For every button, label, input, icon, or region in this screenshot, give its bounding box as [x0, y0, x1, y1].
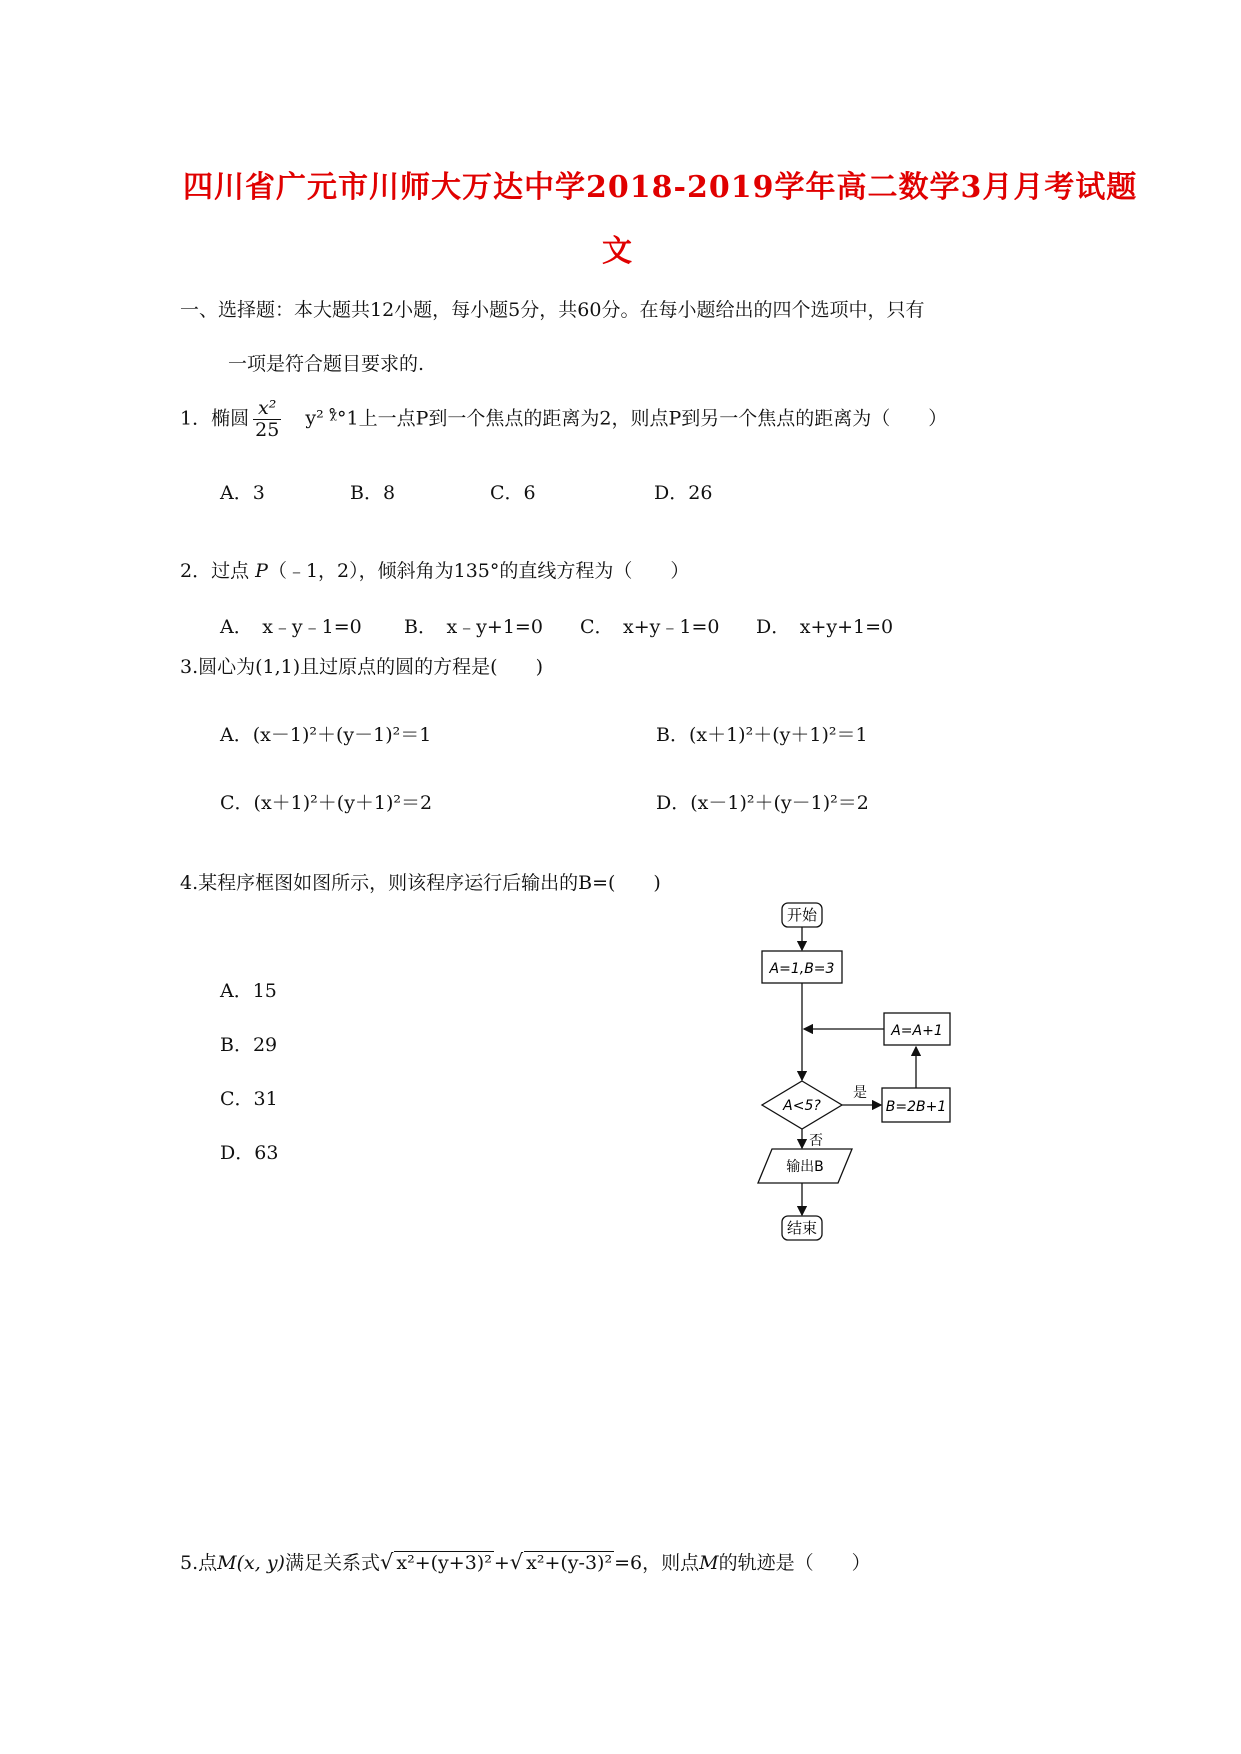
question-5 [180, 1548, 871, 1575]
q5-point: M(x, y) [217, 1552, 285, 1574]
flowchart-yes-label: 是 [853, 1085, 867, 1101]
q2-option-d: D． x+y+1=0 [756, 616, 894, 638]
q2-option-b: B． x﹣y+1=0 [404, 616, 543, 638]
flowchart-update-b-label: B=2B+1 [885, 1099, 947, 1115]
q1-frac-denominator: 25 [255, 418, 280, 441]
q5-mid: 满足关系式 [284, 1552, 380, 1574]
flowchart-condition-label: A<5? [783, 1098, 821, 1114]
q5-plus: + [493, 1552, 510, 1574]
q4-option-c: C．31 [220, 1088, 278, 1110]
question-1 [180, 398, 947, 441]
q1-option-a: A．3 [220, 482, 265, 504]
flowchart-output-label: 输出B [786, 1159, 824, 1175]
q1-text: 上一点P到一个焦点的距离为2，则点P到另一个焦点的距离为（ ） [358, 407, 948, 430]
q1-frac-numerator: x² [253, 398, 281, 420]
q1-y-squared: y² [305, 407, 324, 430]
q2-option-a: A． x﹣y﹣1=0 [220, 616, 362, 638]
page-title-continued: 文 [602, 234, 633, 269]
question-4: 4.某程序框图如图所示，则该程序运行后输出的B=( ) [180, 872, 661, 894]
q1-option-c: C．6 [490, 482, 536, 504]
q1-option-d: D．26 [654, 482, 713, 504]
section-heading-continued: 一项是符合题目要求的. [228, 353, 425, 375]
q1-number: 1． [180, 407, 212, 430]
q5-eq: =6 [614, 1552, 643, 1574]
sqrt-icon: √ [379, 1550, 394, 1574]
flowchart-end-label: 结束 [786, 1219, 818, 1237]
question-3: 3.圆心为(1,1)且过原点的圆的方程是( ) [180, 656, 543, 678]
q3-option-b: B．(x＋1)²＋(y＋1)²＝1 [656, 724, 868, 746]
q2-text-a: 过点 [211, 560, 250, 582]
flowchart [750, 895, 980, 1255]
q4-option-b: B．29 [220, 1034, 278, 1056]
question-2 [180, 556, 689, 583]
q4-option-a: A．15 [220, 980, 277, 1002]
q5-post: ，则点 [642, 1552, 700, 1574]
sqrt-icon: √ [509, 1550, 524, 1574]
q1-garbled-symbol: ᵡ̊°1 [329, 407, 359, 430]
q5-radicand-2: x²+(y-3)² [526, 1552, 613, 1574]
flowchart-init-label: A=1,B=3 [769, 961, 835, 977]
q2-point-var: P [255, 560, 268, 582]
q1-pre: 椭圆 [211, 407, 250, 430]
q2-number: 2． [180, 560, 212, 582]
q5-radicand-1: x²+(y+3)² [396, 1552, 492, 1574]
q3-option-c: C．(x＋1)²＋(y＋1)²＝2 [220, 792, 433, 814]
q1-fraction [253, 398, 281, 441]
q5-number: 5. [180, 1552, 199, 1574]
q5-m: M [699, 1552, 719, 1574]
q3-option-a: A．(x－1)²＋(y－1)²＝1 [220, 724, 432, 746]
section-heading: 一、选择题：本大题共12小题，每小题5分，共60分。在每小题给出的四个选项中，只有 [180, 299, 925, 321]
flowchart-start-label: 开始 [786, 906, 818, 924]
q2-text-b: （﹣1，2），倾斜角为135°的直线方程为（ ） [267, 560, 690, 582]
q3-option-d: D．(x－1)²＋(y－1)²＝2 [656, 792, 869, 814]
page-title: 四川省广元市川师大万达中学2018-2019学年高二数学3月月考试题 [183, 170, 1138, 205]
q1-option-b: B．8 [350, 482, 396, 504]
flowchart-no-label: 否 [809, 1133, 823, 1149]
q2-option-c: C． x+y﹣1=0 [580, 616, 720, 638]
q4-option-d: D．63 [220, 1142, 279, 1164]
q5-pre: 点 [198, 1552, 218, 1574]
flowchart-update-a-label: A=A+1 [891, 1023, 943, 1039]
q5-end: 的轨迹是（ ） [718, 1552, 871, 1574]
